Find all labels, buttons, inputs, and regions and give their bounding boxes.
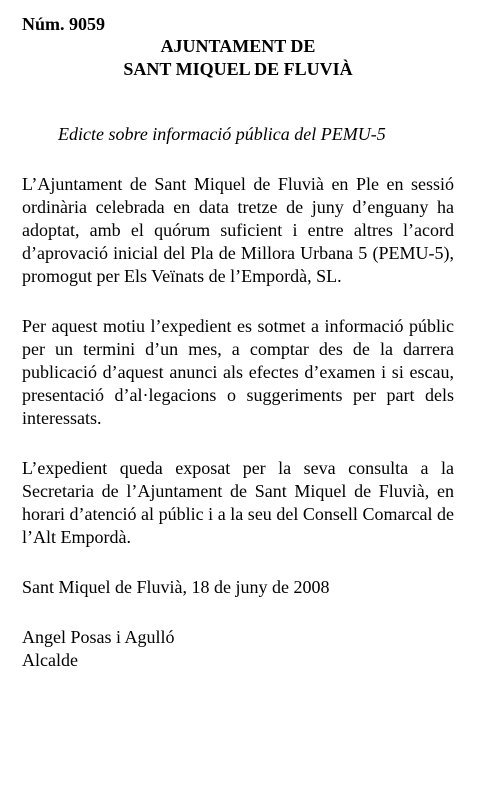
organization-name-line-2: SANT MIQUEL DE FLUVIÀ: [123, 59, 353, 79]
document-number: Núm. 9059: [22, 14, 106, 34]
organization-name-line-1: AJUNTAMENT DE: [160, 36, 316, 56]
place-and-date: Sant Miquel de Fluvià, 18 de juny de 2008: [22, 577, 330, 597]
body-paragraph-approval: L’Ajuntament de Sant Miquel de Fluvià en Ple en sessió ordinària celebrada en data tretze de juny d’enguany ha adoptat, amb el quórum suficient i entre altres l’acord d’aprovació inicial del Pla de Millora Urbana 5 (PEMU-5), promogut per Els Veïnats de l’Empordà, SL.: [22, 174, 454, 286]
body-paragraph-exposure: L’expedient queda exposat per la seva consulta a la Secretaria de l’Ajuntament de Sant Miquel de Fluvià, en horari d’atenció al públic i a la seu del Consell Comarcal de l’Alt Empordà.: [22, 458, 454, 547]
document-page: [22, 13, 454, 672]
signatory-name: Angel Posas i Agulló: [22, 627, 175, 647]
signatory-role: Alcalde: [22, 650, 78, 670]
signature-block: [22, 626, 454, 672]
body-paragraph-public-information: Per aquest motiu l’expedient es sotmet a informació públic per un termini d’un mes, a comptar des de la darrera publicació d’aquest anunci als efectes d’examen i si escau, presentació d’al·legacions o suggeriments per part dels interessats.: [22, 316, 454, 428]
edict-title: Edicte sobre informació pública del PEMU-5: [58, 124, 386, 144]
